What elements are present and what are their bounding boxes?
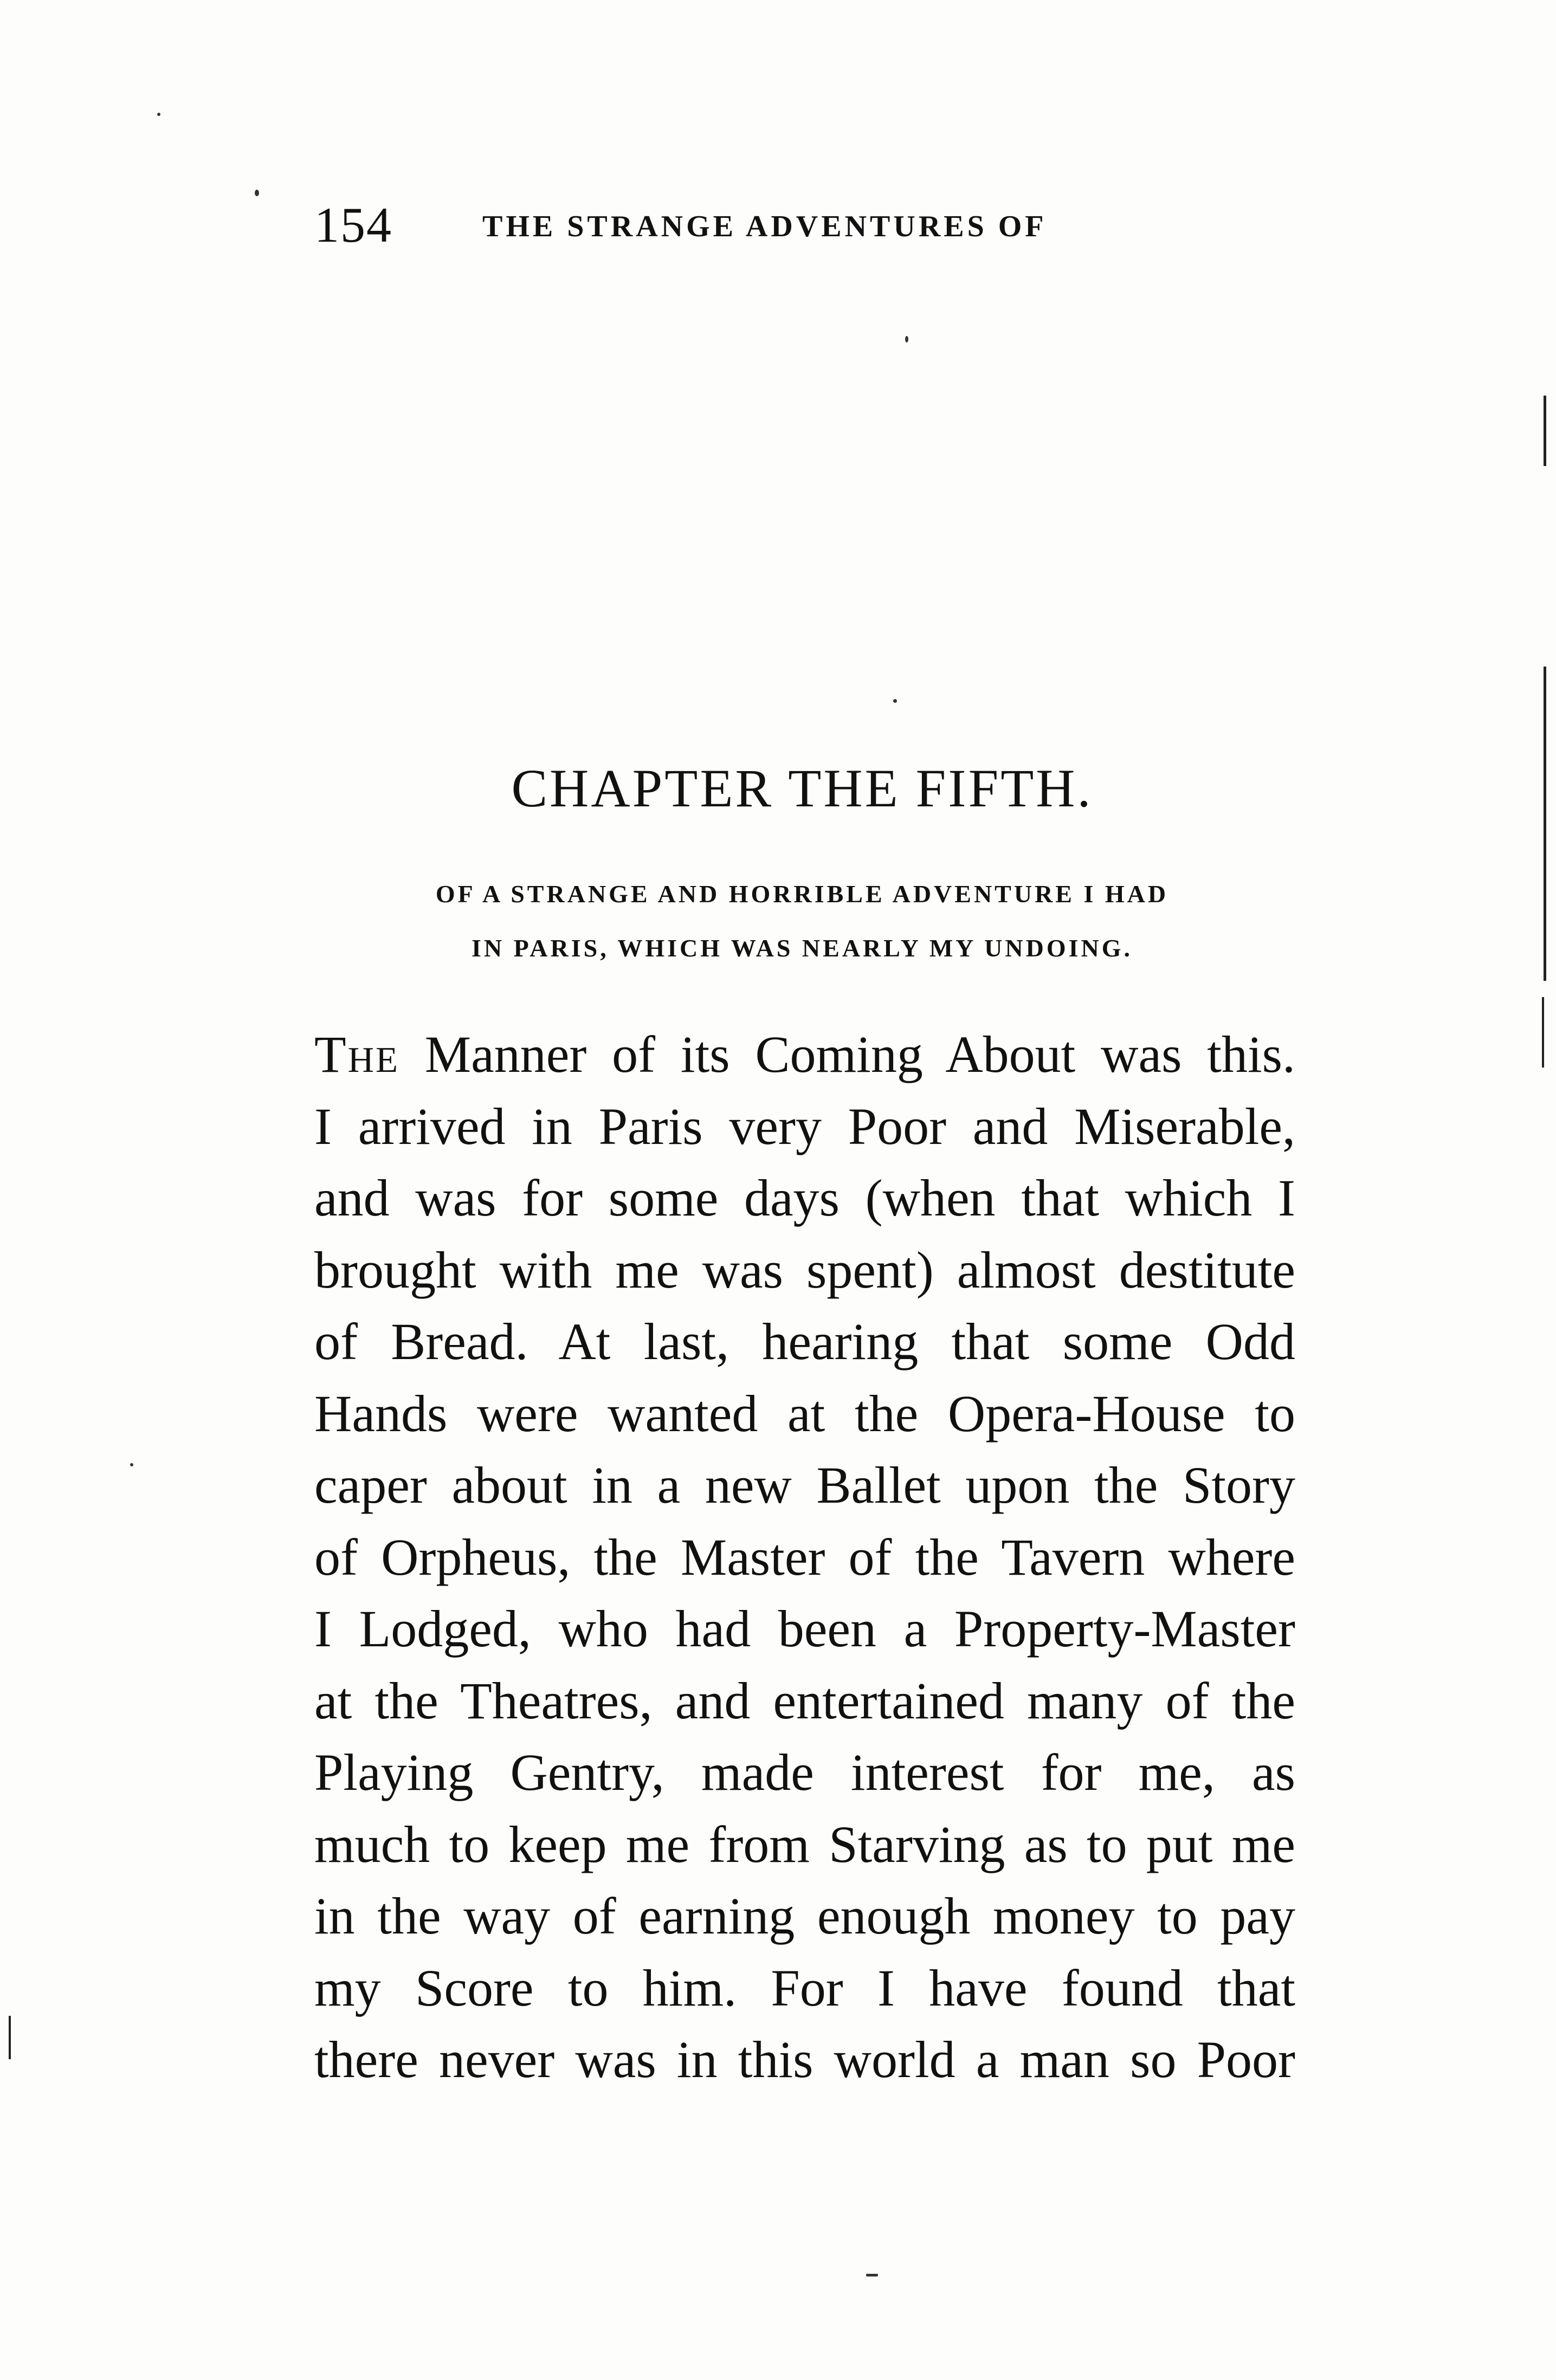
body-line: there never was in this world a man so Poor [314,2030,1295,2088]
chapter-subtitle [304,867,1301,975]
body-line: and was for some days (when that which I [314,1169,1295,1227]
body-line: I arrived in Paris very Poor and Miserable, [314,1097,1295,1155]
page-edge-mark [1544,396,1546,466]
first-line-text: Manner of its Coming About was this. [399,1025,1295,1083]
body-line: brought with me was spent) almost destitute [314,1240,1295,1299]
body-line [314,1019,1295,1091]
chapter-subtitle-line: IN PARIS, WHICH WAS NEARLY MY UNDOING. [471,934,1133,962]
running-title: THE STRANGE ADVENTURES OF [482,210,1047,243]
page-edge-mark [1544,667,1546,981]
scan-speck [130,1463,133,1466]
page-edge-mark [9,2016,11,2059]
body-line: much to keep me from Starving as to put me [314,1815,1295,1873]
page-edge-mark [1542,997,1544,1068]
scan-speck [255,190,259,196]
scan-speck [157,113,160,116]
page-number: 154 [314,197,392,253]
body-line: of Bread. At last, hearing that some Odd [314,1312,1295,1370]
chapter-title: CHAPTER THE FIFTH. [511,758,1093,818]
body-line: my Score to him. For I have found that [314,1958,1295,2017]
body-line: at the Theatres, and entertained many of the [314,1671,1295,1730]
scan-speck [905,336,908,342]
chapter-subtitle-line: OF A STRANGE AND HORRIBLE ADVENTURE I HAD [435,880,1169,908]
body-line: of Orpheus, the Master of the Tavern where [314,1528,1295,1586]
body-line: Playing Gentry, made interest for me, as [314,1743,1295,1801]
lead-word: The [314,1025,399,1083]
page-header [314,195,1236,255]
body-line: in the way of earning enough money to pay [314,1887,1295,1945]
body-line: I Lodged, who had been a Property-Master [314,1600,1295,1658]
body-line: caper about in a new Ballet upon the Story [314,1456,1295,1514]
body-line: Hands were wanted at the Opera-House to [314,1384,1295,1443]
scan-speck [866,2274,878,2276]
scan-speck [893,699,897,703]
body-text [314,1019,1295,2096]
